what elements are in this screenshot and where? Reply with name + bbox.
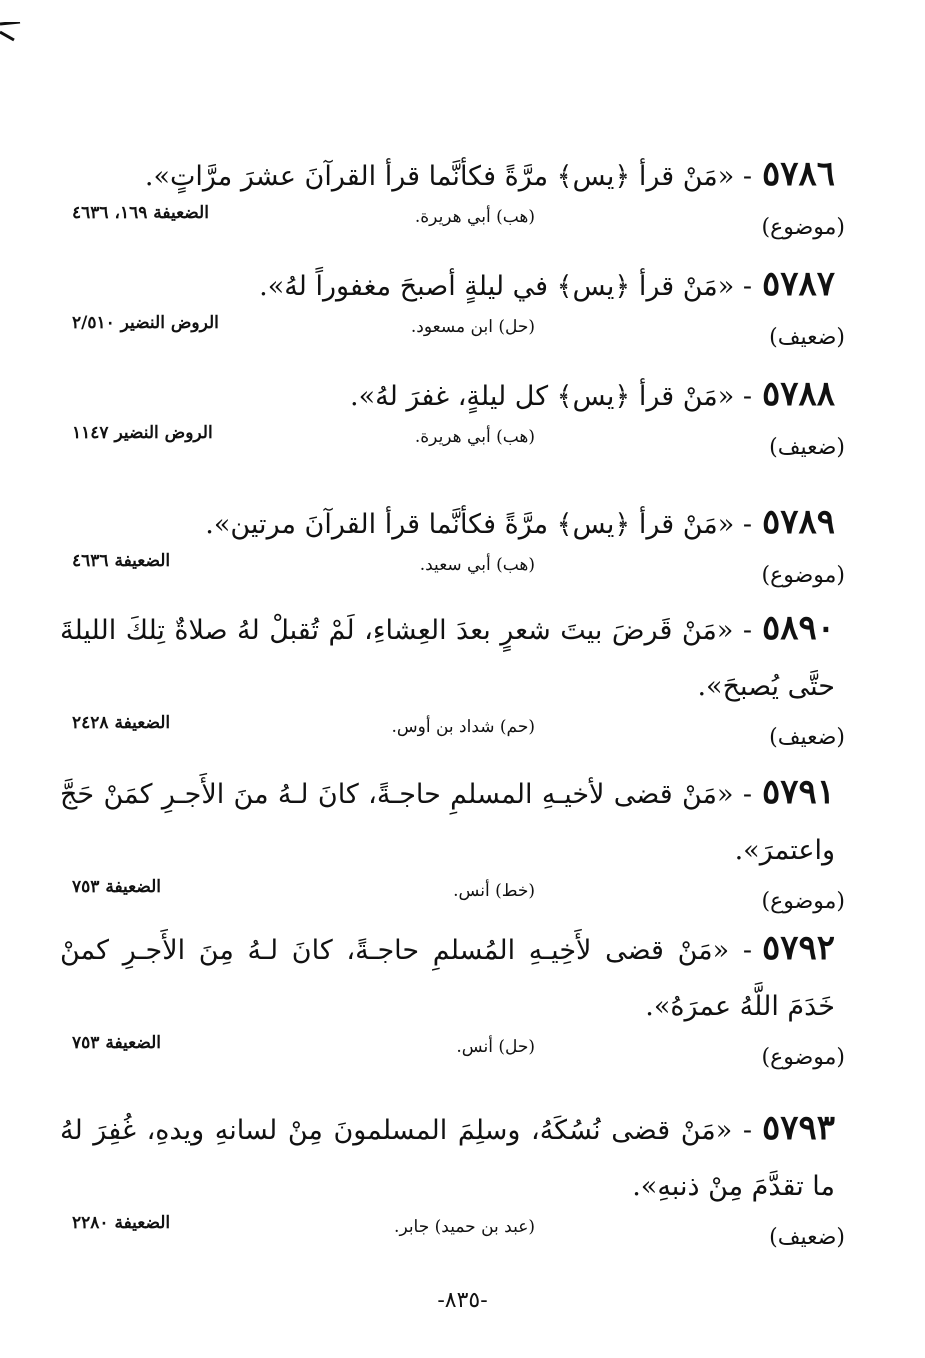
- source-label: (حم) شداد بن أوس.: [391, 717, 535, 737]
- reference-label: الضعيفة ١٦٩، ٤٦٣٦: [72, 203, 209, 223]
- reference-label: الضعيفة ٧٥٣: [72, 877, 162, 897]
- hadith-body: - «مَنْ قضى لأَخِيـهِ المُسلمِ حاجـةً، كانَ لـهُ مِنَ الأَجـرِ كمنْ خَدَمَ اللَّهُ عمرَهُ».: [60, 935, 835, 1022]
- hadith-body: - «مَنْ قَرضَ بيتَ شعرٍ بعدَ العِشاءِ، لَمْ تُقبلْ لهُ صلاةٌ تِلكَ الليلةَ حتَّى يُصبحَ».: [60, 615, 835, 702]
- source-label: (عبد بن حميد) جابر.: [394, 1217, 535, 1237]
- reference-label: الضعيفة ٢٤٢٨: [72, 713, 171, 733]
- hadith-entry: [60, 600, 845, 761]
- source-label: (خط) أنس.: [453, 881, 535, 901]
- reference-label: الضعيفة ٢٢٨٠: [72, 1213, 171, 1233]
- source-label: (هب) أبي سعيد.: [419, 555, 535, 575]
- hadith-text: [60, 764, 835, 879]
- page-number: -٨٣٥-: [437, 1288, 488, 1313]
- hadith-text: [60, 146, 835, 205]
- hadith-number: ٥٧٩٣: [761, 1108, 835, 1148]
- hadith-text: [60, 256, 835, 315]
- source-label: (هب) أبي هريرة.: [414, 207, 535, 227]
- hadith-entry: [60, 920, 845, 1081]
- grade-label: (ضعيف): [769, 325, 845, 350]
- hadith-entry: [60, 146, 845, 251]
- hadith-body: - «مَنْ قرأ ﴿يس﴾ في ليلةٍ أصبحَ مغفوراً لهُ».: [259, 271, 752, 302]
- grade-label: (موضوع): [761, 1045, 845, 1070]
- hadith-entry: [60, 1100, 845, 1261]
- hadith-body: - «مَنْ قضى نُسُكَهُ، وسلِمَ المسلمونَ مِنْ لسانهِ ويدهِ، غُفِرَ لهُ ما تقدَّمَ مِنْ ذنبهِ».: [60, 1115, 835, 1202]
- hadith-text: [60, 600, 835, 715]
- grade-label: (ضعيف): [769, 435, 845, 460]
- source-label: (هب) أبي هريرة.: [414, 427, 535, 447]
- hadith-body: - «مَنْ قرأ ﴿يس﴾ مرَّةً فكأنَّما قرأ القرآنَ عشرَ مرَّاتٍ».: [144, 161, 752, 192]
- hadith-meta: [60, 423, 845, 471]
- hadith-body: - «مَنْ قضى لأخيـهِ المسلمِ حاجـةً، كانَ لـهُ منَ الأَجـرِ كمَنْ حَجَّ واعتمرَ».: [60, 779, 835, 866]
- hadith-meta: [60, 313, 845, 361]
- hadith-number: ٥٧٨٦: [761, 154, 835, 194]
- hadith-number: ٥٧٩٢: [761, 928, 835, 968]
- hadith-meta: [60, 713, 845, 761]
- hadith-meta: [60, 551, 845, 599]
- hadith-meta: [60, 1033, 845, 1081]
- grade-label: (موضوع): [761, 215, 845, 240]
- reference-label: الضعيفة ٤٦٣٦: [72, 551, 171, 571]
- reference-label: الضعيفة ٧٥٣: [72, 1033, 162, 1053]
- grade-label: (موضوع): [761, 889, 845, 914]
- hadith-meta: [60, 877, 845, 925]
- hadith-text: [60, 366, 835, 425]
- hadith-body: - «مَنْ قرأ ﴿يس﴾ مرَّةً فكأنَّما قرأ القرآنَ مرتين».: [205, 509, 752, 540]
- hadith-meta: [60, 1213, 845, 1261]
- source-label: (حل) أنس.: [456, 1037, 535, 1057]
- grade-label: (موضوع): [761, 563, 845, 588]
- hadith-text: [60, 494, 835, 553]
- hadith-number: ٥٧٩١: [761, 772, 835, 812]
- hadith-text: [60, 1100, 835, 1215]
- hadith-meta: [60, 203, 845, 251]
- hadith-number: ٥٨٩٠: [761, 608, 835, 648]
- hadith-entry: [60, 764, 845, 925]
- reference-label: الروض النضير ٢/٥١٠: [72, 313, 219, 333]
- hadith-entry: [60, 256, 845, 361]
- hadith-entry: [60, 494, 845, 599]
- hadith-number: ٥٧٨٩: [761, 502, 835, 542]
- grade-label: (ضعيف): [769, 725, 845, 750]
- corner-mark-icon: [0, 22, 22, 42]
- hadith-number: ٥٧٨٨: [761, 374, 835, 414]
- source-label: (حل) ابن مسعود.: [410, 317, 535, 337]
- reference-label: الروض النضير ١١٤٧: [72, 423, 213, 443]
- hadith-number: ٥٧٨٧: [761, 264, 835, 304]
- hadith-body: - «مَنْ قرأ ﴿يس﴾ كل ليلةٍ، غفرَ لهُ».: [350, 381, 752, 412]
- hadith-entry: [60, 366, 845, 471]
- grade-label: (ضعيف): [769, 1225, 845, 1250]
- hadith-text: [60, 920, 835, 1035]
